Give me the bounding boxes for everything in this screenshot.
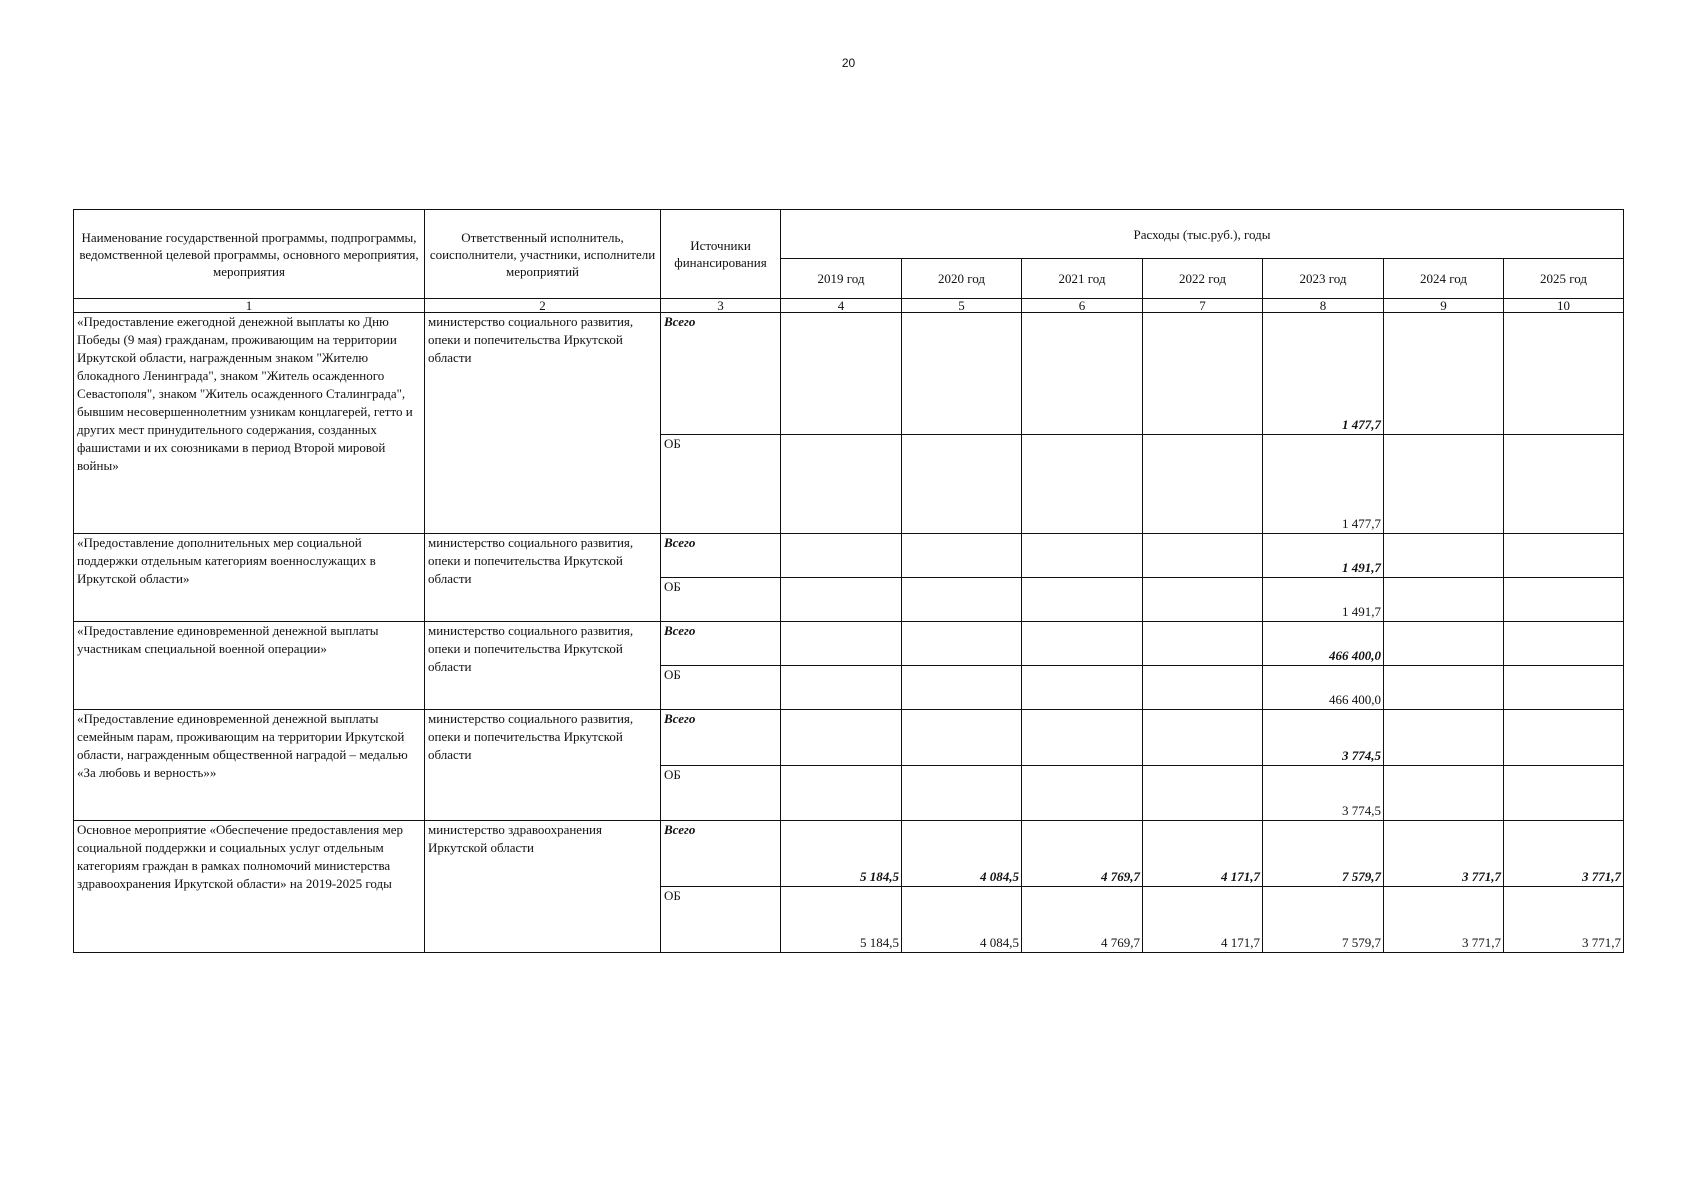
column-number: 7 — [1143, 299, 1263, 313]
expense-value — [1504, 578, 1624, 622]
expense-value — [781, 710, 902, 766]
expense-value — [1504, 313, 1624, 435]
funding-source: ОБ — [661, 766, 781, 821]
column-number: 6 — [1022, 299, 1143, 313]
column-number: 5 — [902, 299, 1022, 313]
header-year: 2024 год — [1384, 259, 1504, 299]
header-expenses: Расходы (тыс.руб.), годы — [781, 210, 1624, 259]
funding-source: ОБ — [661, 666, 781, 710]
header-year: 2023 год — [1263, 259, 1384, 299]
column-number: 2 — [425, 299, 661, 313]
expense-value — [1504, 622, 1624, 666]
executor: министерство социального развития, опеки и попечительства Иркутской области — [425, 534, 661, 622]
budget-table — [73, 209, 1624, 953]
expense-value: 3 771,7 — [1384, 887, 1504, 953]
expense-value: 1 491,7 — [1263, 534, 1384, 578]
expense-value — [781, 578, 902, 622]
expense-value: 4 171,7 — [1143, 887, 1263, 953]
expense-value — [1143, 766, 1263, 821]
expense-value: 3 771,7 — [1384, 821, 1504, 887]
expense-value — [1504, 766, 1624, 821]
expense-value — [902, 534, 1022, 578]
expense-value — [1384, 313, 1504, 435]
expense-value — [902, 435, 1022, 534]
expense-value — [1022, 666, 1143, 710]
expense-value — [781, 435, 902, 534]
measure-name: «Предоставление дополнительных мер социальной поддержки отдельным категориям военнослужащих в Иркутской области» — [74, 534, 425, 622]
expense-value — [902, 766, 1022, 821]
column-number: 3 — [661, 299, 781, 313]
expense-value — [1022, 710, 1143, 766]
header-row — [74, 210, 1624, 259]
expense-value — [1022, 313, 1143, 435]
expense-value: 1 477,7 — [1263, 313, 1384, 435]
expense-value: 3 771,7 — [1504, 821, 1624, 887]
expense-value: 4 084,5 — [902, 821, 1022, 887]
column-number: 1 — [74, 299, 425, 313]
table-row — [74, 534, 1624, 578]
executor: министерство социального развития, опеки и попечительства Иркутской области — [425, 313, 661, 534]
expense-value — [902, 578, 1022, 622]
expense-value: 4 769,7 — [1022, 821, 1143, 887]
column-number-row — [74, 299, 1624, 313]
expense-value: 466 400,0 — [1263, 666, 1384, 710]
expense-value: 5 184,5 — [781, 821, 902, 887]
funding-source: ОБ — [661, 435, 781, 534]
expense-value: 1 491,7 — [1263, 578, 1384, 622]
header-executor: Ответственный исполнитель, соисполнители, участники, исполнители мероприятий — [425, 210, 661, 299]
table-row — [74, 622, 1624, 666]
page-number: 20 — [841, 56, 856, 70]
expense-value — [1143, 534, 1263, 578]
funding-source: ОБ — [661, 578, 781, 622]
expense-value: 1 477,7 — [1263, 435, 1384, 534]
expense-value: 4 084,5 — [902, 887, 1022, 953]
header-year: 2025 год — [1504, 259, 1624, 299]
expense-value — [1384, 666, 1504, 710]
expense-value: 4 171,7 — [1143, 821, 1263, 887]
expense-value — [902, 710, 1022, 766]
funding-source: Всего — [661, 313, 781, 435]
expense-value — [1022, 435, 1143, 534]
column-number: 4 — [781, 299, 902, 313]
expense-value — [902, 313, 1022, 435]
expense-value: 3 774,5 — [1263, 710, 1384, 766]
expense-value: 5 184,5 — [781, 887, 902, 953]
expense-value — [1384, 622, 1504, 666]
expense-value: 7 579,7 — [1263, 821, 1384, 887]
expense-value — [1022, 622, 1143, 666]
expense-value — [781, 313, 902, 435]
expense-value — [1143, 578, 1263, 622]
expense-value: 3 771,7 — [1504, 887, 1624, 953]
expense-value: 4 769,7 — [1022, 887, 1143, 953]
measure-name: Основное мероприятие «Обеспечение предоставления мер социальной поддержки и социальных услуг отдельным категориям граждан в рамках полномочий министерства здравоохранения Иркутской области» на 2019-2025 годы — [74, 821, 425, 953]
executor: министерство здравоохранения Иркутской области — [425, 821, 661, 953]
measure-name: «Предоставление единовременной денежной выплаты семейным парам, проживающим на территории Иркутской области, награжденным общественной наградой – медалью «За любовь и верность»» — [74, 710, 425, 821]
header-year: 2021 год — [1022, 259, 1143, 299]
expense-value — [1143, 710, 1263, 766]
funding-source: Всего — [661, 710, 781, 766]
header-year: 2020 год — [902, 259, 1022, 299]
column-number: 8 — [1263, 299, 1384, 313]
funding-source: Всего — [661, 622, 781, 666]
table-row — [74, 821, 1624, 887]
expense-value — [781, 534, 902, 578]
expense-value — [1504, 666, 1624, 710]
expense-value — [1143, 313, 1263, 435]
header-source: Источники финансирования — [661, 210, 781, 299]
expense-value — [781, 766, 902, 821]
funding-source: Всего — [661, 821, 781, 887]
expense-value: 7 579,7 — [1263, 887, 1384, 953]
measure-name: «Предоставление ежегодной денежной выплаты ко Дню Победы (9 мая) гражданам, проживающим на территории Иркутской области, награжденным знаком "Жителю блокадного Ленинграда", знаком "Житель осажденного Севастополя", знаком "Житель осажденного Сталинграда", бывшим несовершеннолетним узникам концлагерей, гетто и других мест принудительного содержания, созданных фашистами и их союзниками в период Второй мировой войны» — [74, 313, 425, 534]
column-number: 10 — [1504, 299, 1624, 313]
expense-value — [1022, 578, 1143, 622]
executor: министерство социального развития, опеки и попечительства Иркутской области — [425, 622, 661, 710]
expense-value — [1384, 710, 1504, 766]
expense-value — [781, 622, 902, 666]
expense-value — [1384, 435, 1504, 534]
expense-value — [902, 622, 1022, 666]
expense-value — [1504, 710, 1624, 766]
funding-source: Всего — [661, 534, 781, 578]
expense-value — [1384, 766, 1504, 821]
expense-value — [902, 666, 1022, 710]
expense-value — [1143, 666, 1263, 710]
expense-value — [1384, 534, 1504, 578]
table-row — [74, 313, 1624, 435]
expense-value: 466 400,0 — [1263, 622, 1384, 666]
expense-value — [1022, 766, 1143, 821]
expense-value — [1384, 578, 1504, 622]
funding-source: ОБ — [661, 887, 781, 953]
column-number: 9 — [1384, 299, 1504, 313]
table-row — [74, 710, 1624, 766]
header-year: 2019 год — [781, 259, 902, 299]
expense-value — [1022, 534, 1143, 578]
expense-value — [1504, 435, 1624, 534]
expense-value — [1504, 534, 1624, 578]
expense-value — [1143, 622, 1263, 666]
expense-value: 3 774,5 — [1263, 766, 1384, 821]
measure-name: «Предоставление единовременной денежной выплаты участникам специальной военной операции» — [74, 622, 425, 710]
header-year: 2022 год — [1143, 259, 1263, 299]
header-name: Наименование государственной программы, подпрограммы, ведомственной целевой программы, основного мероприятия, мероприятия — [74, 210, 425, 299]
expense-value — [1143, 435, 1263, 534]
executor: министерство социального развития, опеки и попечительства Иркутской области — [425, 710, 661, 821]
expense-value — [781, 666, 902, 710]
